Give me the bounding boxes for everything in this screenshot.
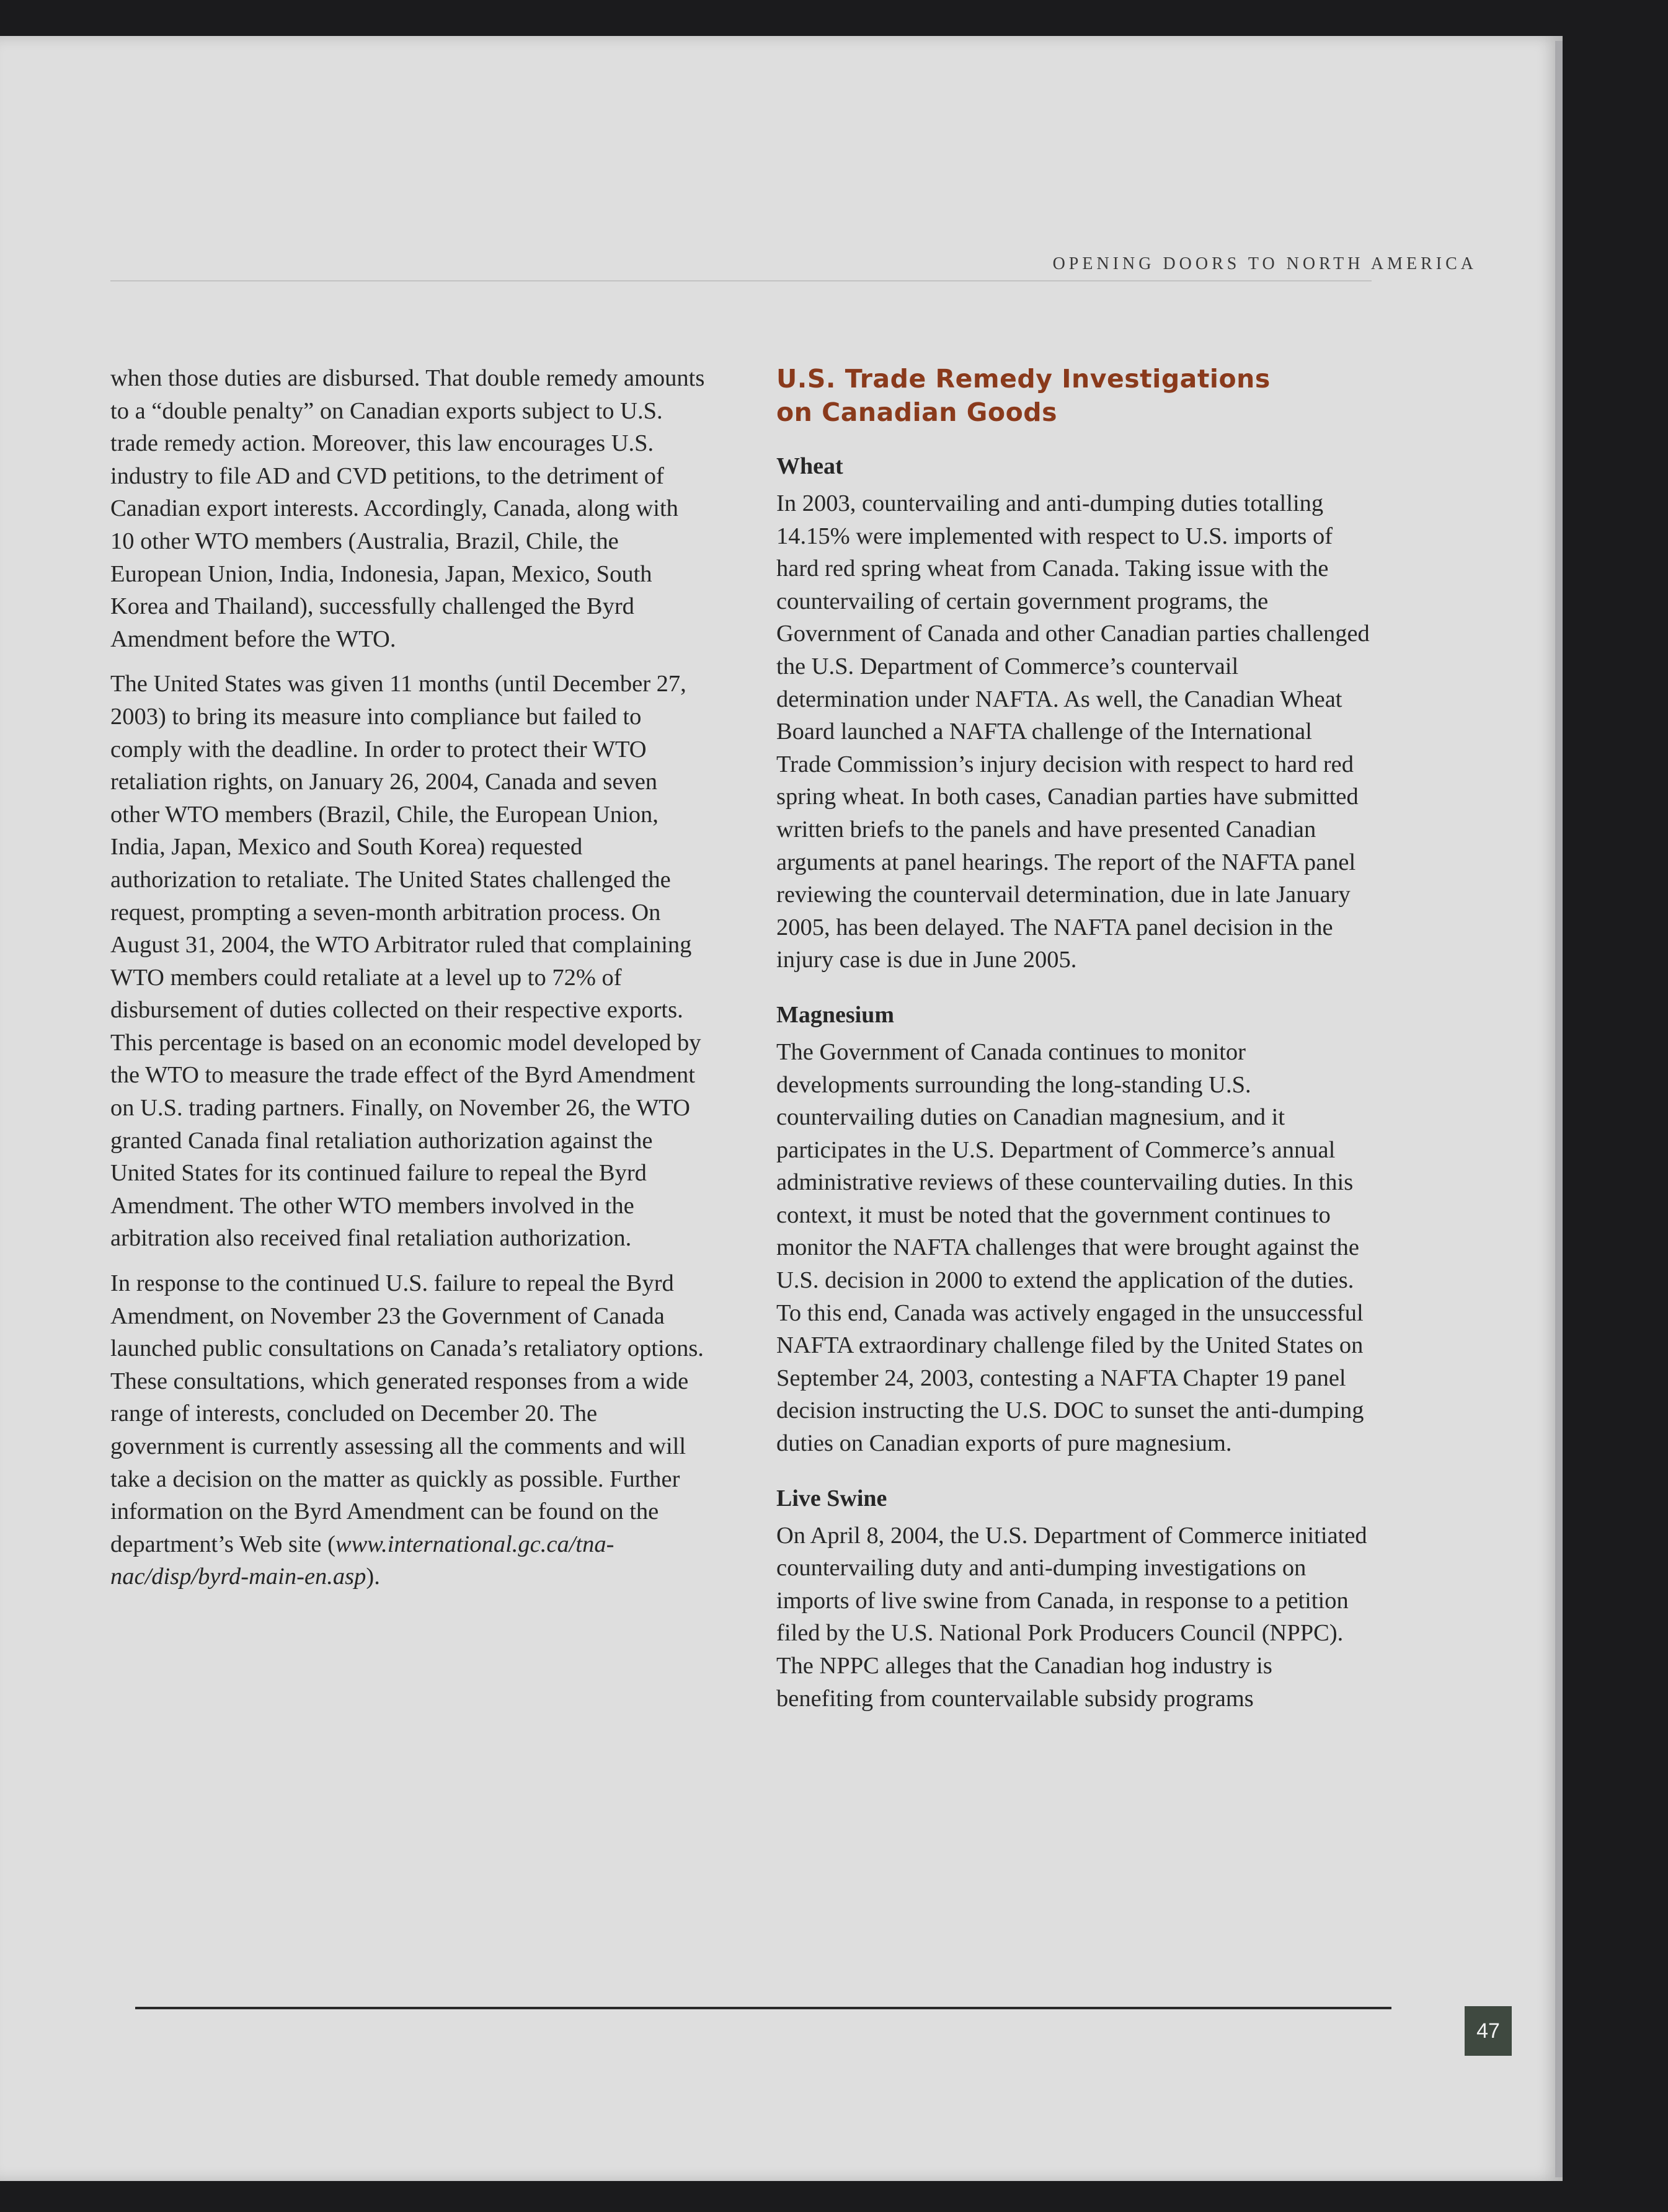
byrd-web-link[interactable]: www.international.gc.ca/tna-nac/disp/byrd-main-en.asp (110, 1531, 614, 1590)
right-column (776, 362, 1372, 1737)
left-column (110, 362, 706, 1606)
live-swine-paragraph: On April 8, 2004, the U.S. Department of Commerce initiated countervailing duty and anti-dumping investigations on imports of live swine from Canada, in response to a petition filed by the U.S. National Pork Producers Council (NPPC). The NPPC alleges that the Canadian hog industry is benefiting from countervailable subsidy programs (776, 1522, 1367, 1712)
paragraph-public-consultations (110, 1267, 706, 1593)
running-head: OPENING DOORS TO NORTH AMERICA (1052, 254, 1477, 273)
header-rule (110, 280, 1372, 281)
consultations-text-end: ). (366, 1564, 380, 1590)
magnesium-heading: Magnesium (776, 1001, 894, 1028)
footer-rule (135, 2007, 1391, 2009)
section-title (776, 362, 1372, 429)
live-swine-heading: Live Swine (776, 1485, 887, 1511)
page-number-badge: 47 (1465, 2006, 1512, 2056)
magnesium-paragraph: The Government of Canada continues to monitor developments surrounding the long-standing U.S. countervailing duties on Canadian magnesium, and it participates in the U.S. Department of Commerce’s annual administrative reviews of these countervailing duties. In this context, it must be noted that the government continues to monitor the NAFTA challenges that were brought against the U.S. decision in 2000 to extend the application of the duties. To this end, Canada was actively engaged in the unsuccessful NAFTA extraordinary challenge filed by the United States on September 24, 2003, contesting a NAFTA Chapter 19 panel decision instructing the U.S. DOC to sunset the anti-dumping duties on Canadian exports of pure magnesium. (776, 1038, 1364, 1457)
wheat-paragraph: In 2003, countervailing and anti-dumping duties totalling 14.15% were implemented with respect to U.S. imports of hard red spring wheat from Canada. Taking issue with the countervailing of certain government programs, the Government of Canada and other Canadian parties challenged the U.S. Department of Commerce’s countervail determination under NAFTA. As well, the Canadian Wheat Board launched a NAFTA challenge of the International Trade Commission’s injury decision with respect to hard red spring wheat. In both cases, Canadian parties have submitted written briefs to the panels and have presented Canadian arguments at panel hearings. The report of the NAFTA panel reviewing the countervail determination, due in late January 2005, has been delayed. The NAFTA panel decision in the injury case is due in June 2005. (776, 490, 1370, 973)
consultations-text: In response to the continued U.S. failure to repeal the Byrd Amendment, on November 23 the Government of Canada launched public consultations on Canada’s retaliatory options. These consultations, which generated responses from a wide range of interests, concluded on December 20. The government is currently assessing all the comments and will take a decision on the matter as quickly as possible. Further information on the Byrd Amendment can be found on the department’s Web site ( (110, 1270, 704, 1557)
section-title-line-2: on Canadian Goods (776, 397, 1058, 427)
paragraph-wto-arbitration: The United States was given 11 months (until December 27, 2003) to bring its measure into compliance but failed to comply with the deadline. In order to protect their WTO retaliation rights, on January 26, 2004, Canada and seven other WTO members (Brazil, Chile, the European Union, India, Japan, Mexico and South Korea) requested authorization to retaliate. The United States challenged the request, prompting a seven-month arbitration process. On August 31, 2004, the WTO Arbitrator ruled that complaining WTO members could retaliate at a level up to 72% of disbursement of duties collected on their respective exports. This percentage is based on an economic model developed by the WTO to measure the trade effect of the Byrd Amendment on U.S. trading partners. Finally, on November 26, the WTO granted Canada final retaliation authorization against the United States for its continued failure to repeal the Byrd Amendment. The other WTO members involved in the arbitration also received final retaliation authorization. (110, 671, 701, 1252)
page-edge (1555, 41, 1563, 2177)
wheat-heading: Wheat (776, 453, 843, 479)
section-title-line-1: U.S. Trade Remedy Investigations (776, 364, 1271, 394)
paragraph-byrd-double-remedy: when those duties are disbursed. That double remedy amounts to a “double penalty” on Canadian exports subject to U.S. trade remedy action. Moreover, this law encourages U.S. industry to file AD and CVD petitions, to the detriment of Canadian export interests. Accordingly, Canada, along with 10 other WTO members (Australia, Brazil, Chile, the European Union, India, Indonesia, Japan, Mexico, South Korea and Thailand), successfully challenged the Byrd Amendment before the WTO. (110, 365, 705, 652)
